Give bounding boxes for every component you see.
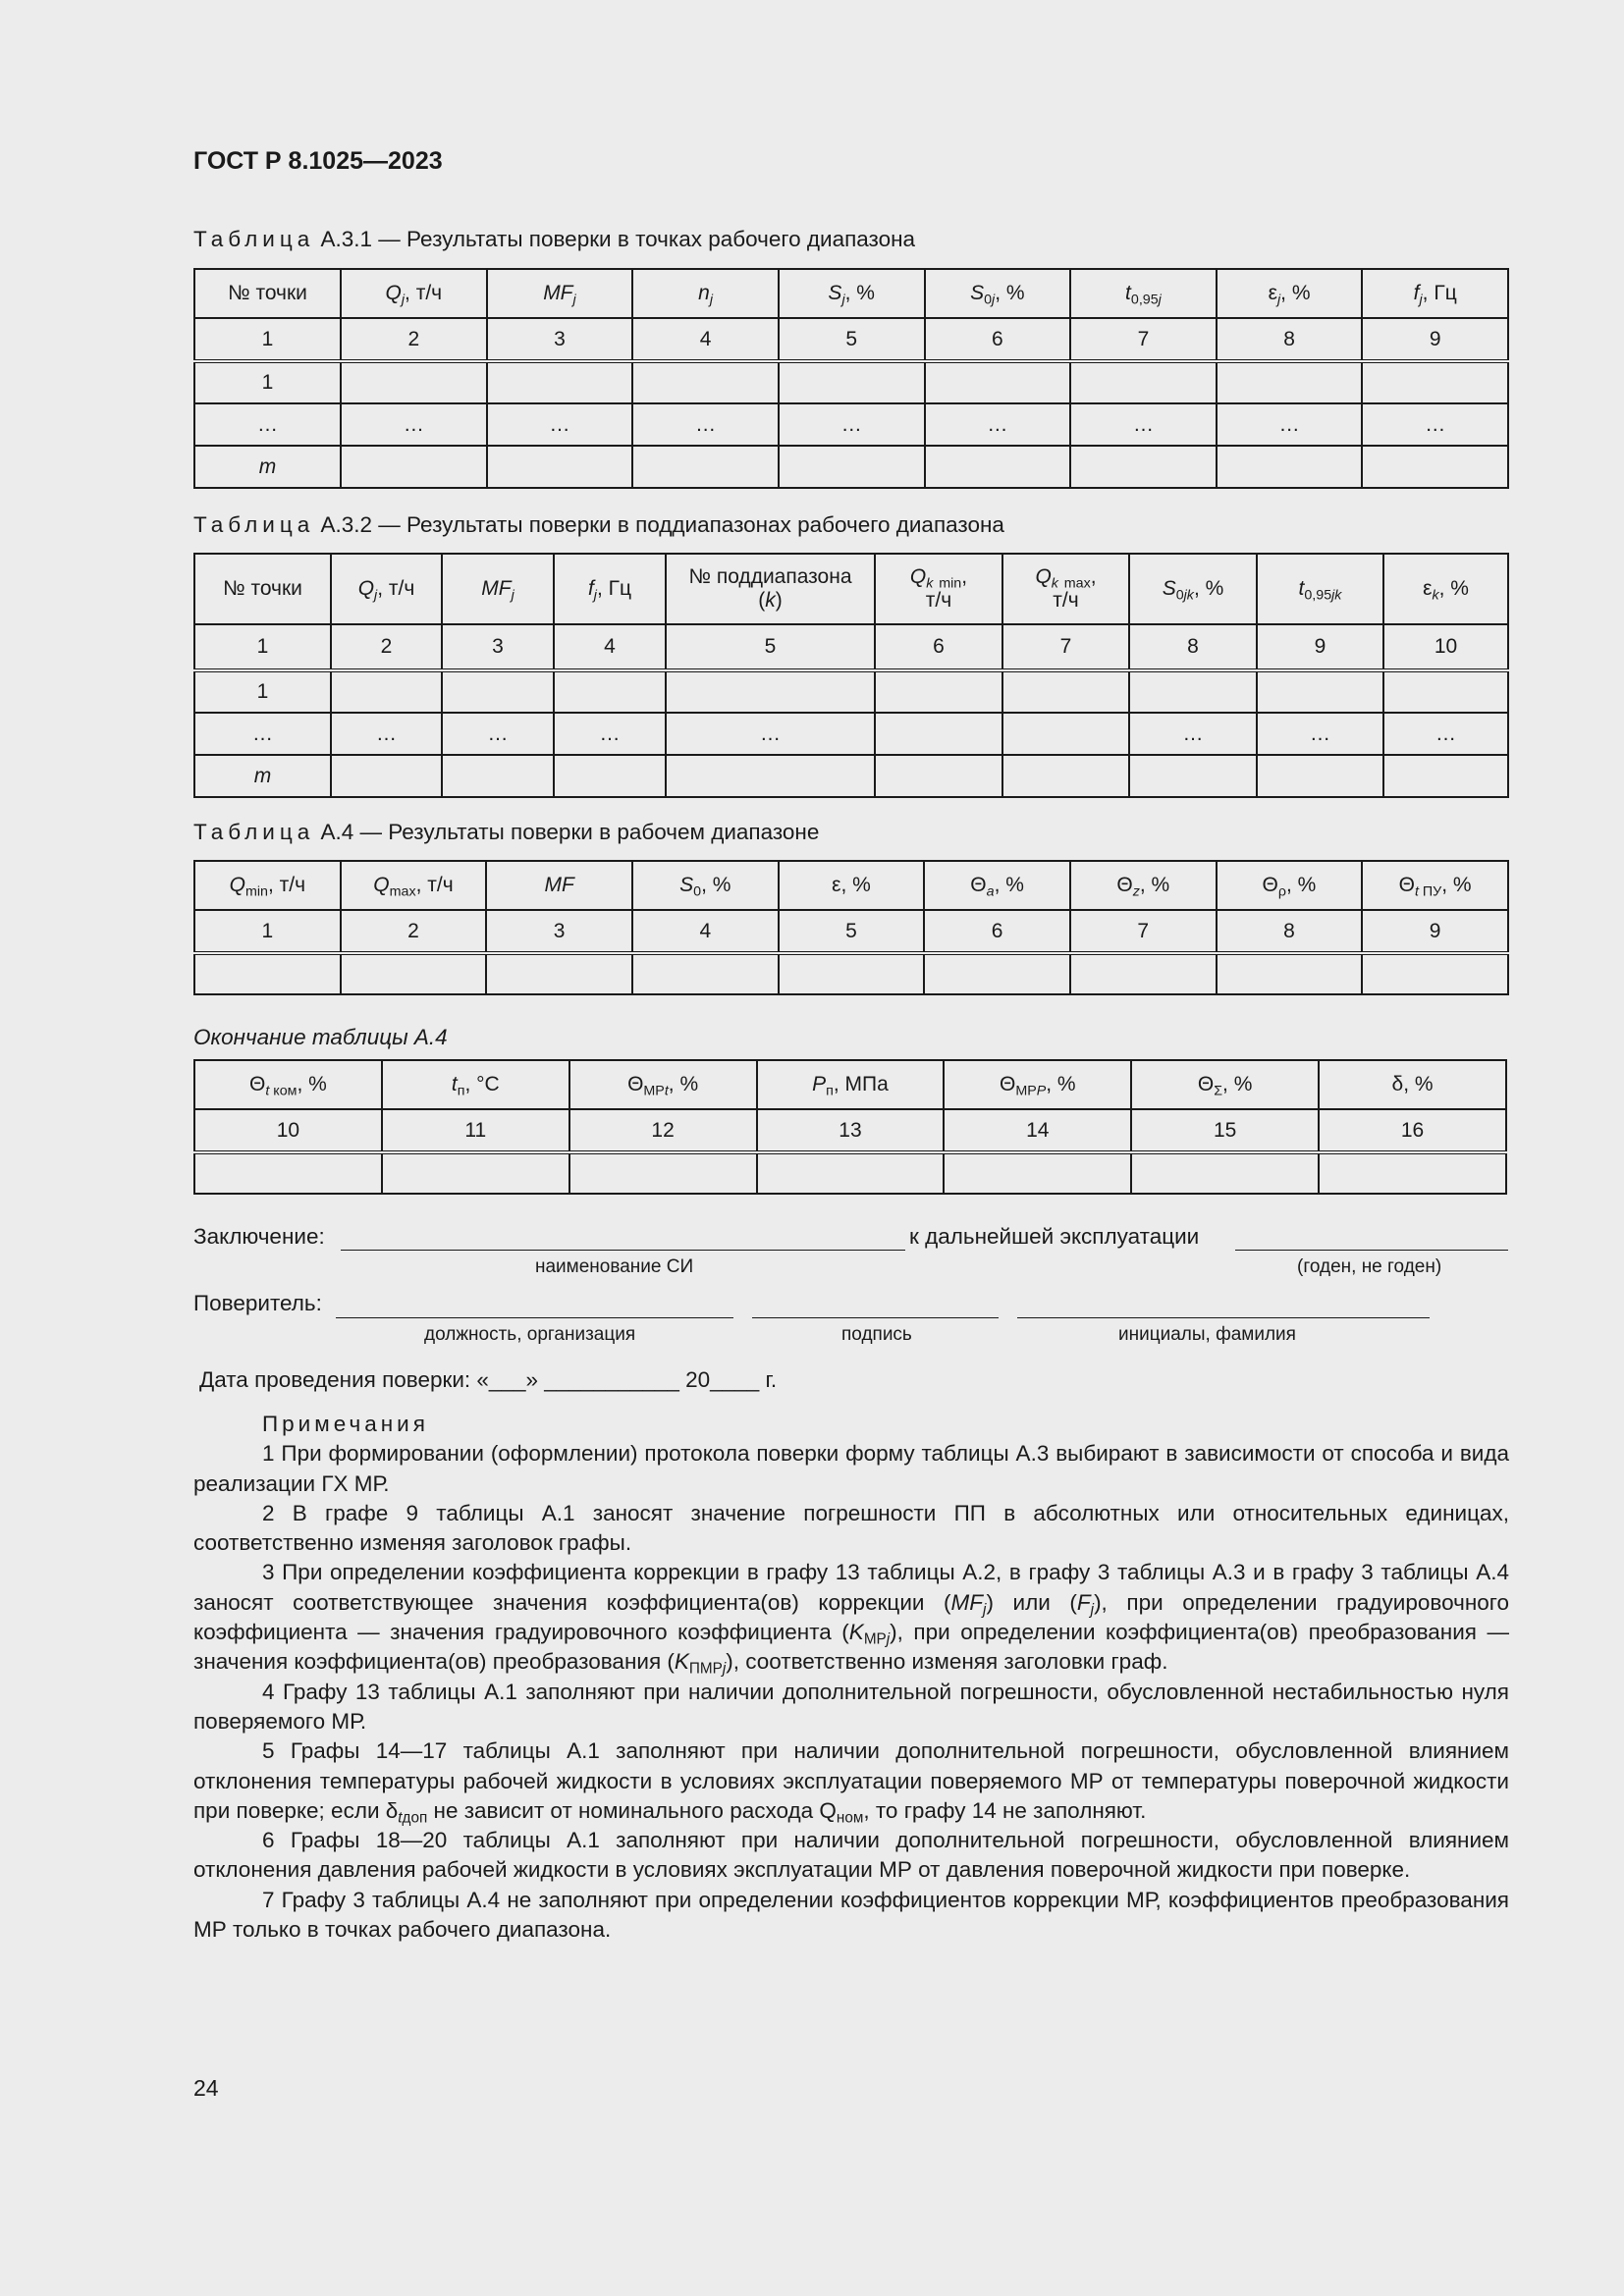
table-a4 <box>193 860 1509 995</box>
th-point-number: № точки <box>194 554 331 624</box>
th-epsk: $\varepsilon_k$, % <box>1383 554 1508 624</box>
table-a4-end <box>193 1059 1507 1195</box>
notes-title: Примечания <box>262 1412 429 1436</box>
table-a4-caption-text: А.4 — Результаты поверки в рабочем диапазоне <box>320 820 820 844</box>
table-a31 <box>193 268 1509 489</box>
table-row: 1 <box>194 361 1508 403</box>
th-theta-a: $\Theta_a$, % <box>924 861 1070 910</box>
th-qj: $Q_j$, т/ч <box>341 269 487 318</box>
table-row: … … … … … … … … … <box>194 403 1508 446</box>
th-tp: $t_п$, °C <box>382 1060 569 1109</box>
th-fj: $f_j$, Гц <box>554 554 666 624</box>
th-theta-z: $\Theta_z$, % <box>1070 861 1217 910</box>
verification-date: Дата проведения поверки: «___» ___________ 20____ г. <box>199 1367 778 1392</box>
verifier-name-line <box>1017 1317 1430 1318</box>
table-row <box>194 953 1508 994</box>
verifier-label: Поверитель: <box>193 1291 322 1315</box>
table-a4-caption <box>193 820 819 845</box>
note-3: 3 При определении коэффициента коррекции в графу 13 таблицы А.2, в графу 3 таблицы А.3 и в графу 3 таблицы А.4 заносят соответствующее значения коэффициента(ов) коррекции $(MF_j)$ или $(F_j)$, при определении градуировочного коэффициента — значения градуировочного коэффициента $(K_{МРj})$, при определении коэффициента(ов) преобразования — значения коэффициента(ов) преобразования $(K_{ПМРj})$, соответственно изменяя заголовки граф. <box>193 1560 1509 1678</box>
th-pp: $P_п$, МПа <box>757 1060 945 1109</box>
table-header-row <box>194 1060 1506 1109</box>
table-header-row <box>194 269 1508 318</box>
note-5: 5 Графы 14—17 таблицы А.1 заполняют при наличии дополнительной погрешности, обусловленной влиянием отклонения температуры рабочей жидкости в условиях эксплуатации поверяемого МР от температуры поверочной жидкости при поверке; если $\delta_{tдоп}$ не зависит от номинального расхода $Q_{ном}$, то графу 14 не заполняют. <box>193 1738 1509 1827</box>
table-a32-caption-prefix: Таблица <box>193 512 315 537</box>
verifier-signature-line <box>752 1317 999 1318</box>
table-row: 1 <box>194 670 1508 713</box>
table-header-row <box>194 554 1508 624</box>
column-number-row: 1 2 3 4 5 6 7 8 9 10 <box>194 624 1508 670</box>
table-a31-caption <box>193 227 915 252</box>
hint-instrument-name: наименование СИ <box>535 1256 694 1277</box>
table-a32 <box>193 553 1509 798</box>
conclusion-status-line <box>1235 1250 1508 1251</box>
table-row <box>194 1152 1506 1194</box>
th-nj: $n_j$ <box>632 269 779 318</box>
th-s0j: $S_{0j}$, % <box>925 269 1071 318</box>
table-a31-caption-text: А.3.1 — Результаты поверки в точках рабочего диапазона <box>320 227 916 251</box>
th-t095jk: $t_{0,95jk}$ <box>1257 554 1383 624</box>
th-mfj: $MF_j$ <box>442 554 554 624</box>
note-6: 6 Графы 18—20 таблицы А.1 заполняют при наличии дополнительной погрешности, обусловленной влиянием отклонения давления рабочей жидкости в условиях эксплуатации МР от давления поверочной жидкости при поверке. <box>193 1828 1509 1883</box>
th-mfj: $MF_j$ <box>487 269 633 318</box>
th-t095j: $t_{0,95j}$ <box>1070 269 1217 318</box>
table-a32-caption <box>193 512 1004 538</box>
document-header: ГОСТ Р 8.1025—2023 <box>193 147 443 175</box>
conclusion-label: Заключение: <box>193 1224 325 1249</box>
note-7: 7 Графу 3 таблицы А.4 не заполняют при определении коэффициентов коррекции МР, коэффициентов преобразования МР только в точках рабочего диапазона. <box>193 1887 1509 1943</box>
th-delta: δ, % <box>1319 1060 1506 1109</box>
th-eps: ε, % <box>779 861 925 910</box>
note-1: 1 При формировании (оформлении) протокола поверки форму таблицы А.3 выбирают в зависимости от способа и вида реализации ГХ МР. <box>193 1441 1509 1496</box>
th-qmin: $Q_{min}$, т/ч <box>194 861 341 910</box>
th-qk-max: $Q_k$ $_{max}$, т/ч <box>1002 554 1129 624</box>
notes-section <box>193 1410 1509 1945</box>
table-a31-caption-prefix: Таблица <box>193 227 315 251</box>
note-4: 4 Графу 13 таблицы А.1 заполняют при наличии дополнительной погрешности, обусловленной нестабильностью нуля поверяемого МР. <box>193 1679 1509 1734</box>
th-qk-min: $Q_k$ $_{min}$, т/ч <box>875 554 1002 624</box>
table-header-row <box>194 861 1508 910</box>
hint-fit-unfit: (годен, не годен) <box>1297 1256 1442 1277</box>
note-2: 2 В графе 9 таблицы А.1 заносят значение погрешности ПП в абсолютных или относительных единицах, соответственно изменяя заголовок графы. <box>193 1500 1509 1556</box>
th-s0: $S_0$, % <box>632 861 779 910</box>
th-s0jk: $S_{0jk}$, % <box>1129 554 1257 624</box>
th-point-number: № точки <box>194 269 341 318</box>
th-qj: $Q_j$, т/ч <box>331 554 442 624</box>
th-theta-mpp: $\Theta_{МРP}$, % <box>944 1060 1131 1109</box>
th-qmax: $Q_{max}$, т/ч <box>341 861 487 910</box>
th-theta-t-kom: $\Theta_{t ком}$, % <box>194 1060 382 1109</box>
table-row: … … … … … … … … <box>194 713 1508 755</box>
conclusion-mid-text: к дальнейшей эксплуатации <box>909 1224 1200 1249</box>
table-a4-end-caption: Окончание таблицы А.4 <box>193 1025 448 1049</box>
hint-signature: подпись <box>841 1324 912 1345</box>
table-row: m <box>194 446 1508 488</box>
th-theta-rho: $\Theta_\rho$, % <box>1217 861 1363 910</box>
th-theta-mpt: $\Theta_{МРt}$, % <box>569 1060 757 1109</box>
column-number-row: 10 11 12 13 14 15 16 <box>194 1109 1506 1152</box>
page-number: 24 <box>193 2075 219 2101</box>
table-a4-caption-prefix: Таблица <box>193 820 315 844</box>
th-mf: MF <box>486 861 632 910</box>
hint-name: инициалы, фамилия <box>1118 1324 1296 1345</box>
verifier-position-line <box>336 1317 733 1318</box>
th-theta-sigma: $\Theta_\Sigma$, % <box>1131 1060 1319 1109</box>
th-subrange: № поддиапазона (k) <box>666 554 875 624</box>
th-theta-t-pu: $\Theta_{t ПУ}$, % <box>1362 861 1508 910</box>
th-epsj: $\varepsilon_j$, % <box>1217 269 1363 318</box>
hint-position: должность, организация <box>424 1324 636 1345</box>
column-number-row: 1 2 3 4 5 6 7 8 9 <box>194 910 1508 953</box>
table-a32-caption-text: А.3.2 — Результаты поверки в поддиапазонах рабочего диапазона <box>320 512 1004 537</box>
th-fj: $f_j$, Гц <box>1362 269 1508 318</box>
column-number-row: 1 2 3 4 5 6 7 8 9 <box>194 318 1508 361</box>
conclusion-blank-line <box>341 1250 905 1251</box>
table-row: m <box>194 755 1508 797</box>
th-sj: $S_j$, % <box>779 269 925 318</box>
